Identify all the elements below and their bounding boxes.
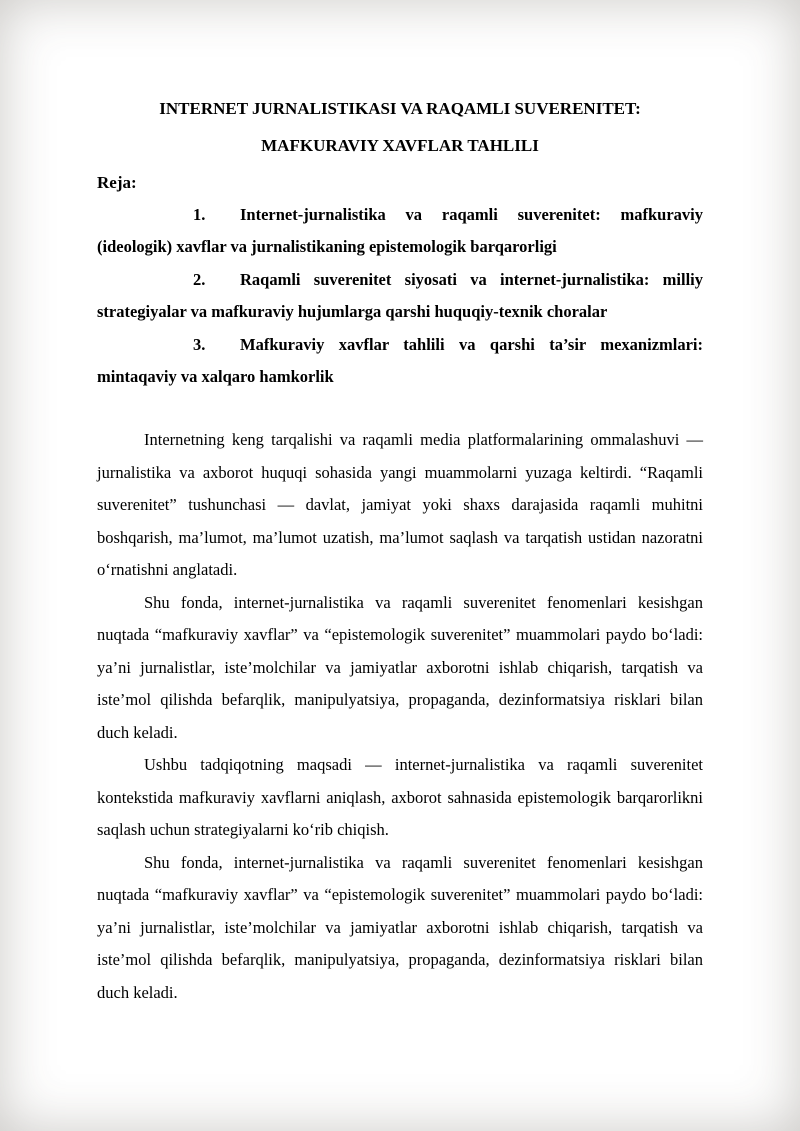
plan-item-2-text: Raqamli suverenitet siyosati va internet-jurnalistika: milliy strategiyalar va mafkuraviy hujumlarga qarshi huquqiy-texnik choralar: [97, 269, 703, 322]
plan-item-1-text: Internet-jurnalistika va raqamli suverenitet: mafkuraviy (ideologik) xavflar va jurnalistikaning epistemologik barqarorligi: [97, 205, 703, 257]
plan-item-2: [97, 264, 703, 329]
title-line-1: INTERNET JURNALISTIKASI VA RAQAMLI SUVERENITET:: [159, 99, 641, 118]
body-paragraph-3: Ushbu tadqiqotning maqsadi — internet-jurnalistika va raqamli suverenitet kontekstida mafkuraviy xavflarni aniqlash, axborot sahnasida epistemologik barqarorlikni saqlash uchun strategiyalarni ko‘rib chiqish.: [97, 755, 703, 840]
plan-item-3: [97, 329, 703, 394]
plan-item-3-text: Mafkuraviy xavflar tahlili va qarshi ta’sir mexanizmlari: mintaqaviy va xalqaro hamkorlik: [97, 334, 703, 387]
plan-item-1-number: 1.: [193, 205, 206, 224]
body-paragraph-1: Internetning keng tarqalishi va raqamli media platformalarining ommalashuvi — jurnalistika va axborot huquqi sohasida yangi muammolarni yuzaga keltirdi. “Raqamli suverenitet” tushunchasi — davlat, jamiyat yoki shaxs darajasida raqamli muhitni boshqarish, ma’lumot, ma’lumot uzatish, ma’lumot saqlash va tarqatish ustidan nazoratni o‘rnatishni anglatadi.: [97, 430, 703, 580]
body-paragraph-2: Shu fonda, internet-jurnalistika va raqamli suverenitet fenomenlari kesishgan nuqtada “mafkuraviy xavflar” va “epistemologik suverenitet” muammolari paydo bo‘ladi: ya’ni jurnalistlar, iste’molchilar va jamiyatlar axborotni ishlab chiqarish, tarqatish va iste’mol qilishda befarqlik, manipulyatsiya, propaganda, dezinformatsiya risklari bilan duch keladi.: [97, 592, 703, 742]
body-paragraph-4: Shu fonda, internet-jurnalistika va raqamli suverenitet fenomenlari kesishgan nuqtada “mafkuraviy xavflar” va “epistemologik suverenitet” muammolari paydo bo‘ladi: ya’ni jurnalistlar, iste’molchilar va jamiyatlar axborotni ishlab chiqarish, tarqatish va iste’mol qilishda befarqlik, manipulyatsiya, propaganda, dezinformatsiya risklari bilan duch keladi.: [97, 852, 703, 1002]
plan-item-2-number: 2.: [193, 269, 206, 289]
plan-item-1: [97, 199, 703, 264]
title-line-2: MAFKURAVIY XAVFLAR TAHLILI: [261, 136, 539, 155]
plan-item-3-number: 3.: [193, 334, 206, 354]
plan-heading: Reja:: [97, 173, 137, 192]
document-title: [97, 90, 703, 164]
